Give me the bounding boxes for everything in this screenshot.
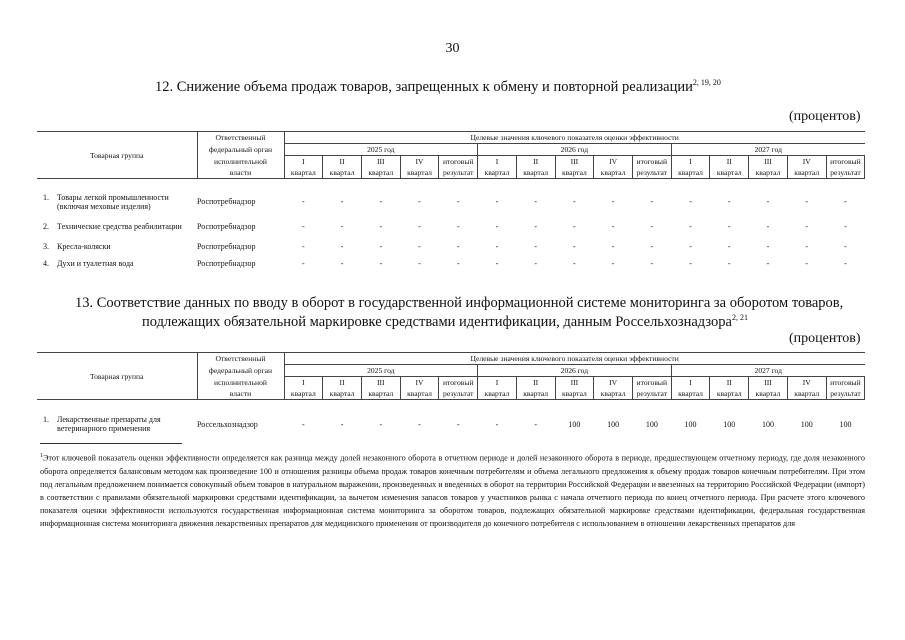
target-value: - bbox=[805, 197, 809, 206]
quarter-subheader: квартал bbox=[594, 167, 633, 179]
target-value: 100 bbox=[723, 419, 736, 429]
target-value: - bbox=[727, 222, 731, 231]
quarter-subheader: квартал bbox=[361, 167, 400, 179]
product-group-name: Технические средства реабилитации bbox=[57, 222, 182, 231]
table-row bbox=[37, 238, 865, 255]
quarter-subheader: квартал bbox=[787, 388, 826, 400]
target-value: - bbox=[495, 222, 499, 231]
target-value: - bbox=[379, 259, 383, 268]
target-value: - bbox=[573, 197, 576, 206]
target-value: - bbox=[844, 197, 847, 206]
quarter-header: I bbox=[284, 156, 323, 168]
quarter-header: III bbox=[749, 377, 788, 389]
target-value: - bbox=[766, 222, 770, 231]
target-value: - bbox=[340, 259, 344, 268]
quarter-subheader: квартал bbox=[710, 388, 749, 400]
responsible-authority: Роспотребнадзор bbox=[197, 242, 256, 251]
target-value: - bbox=[650, 222, 654, 231]
target-value: - bbox=[844, 259, 847, 268]
target-value: - bbox=[766, 242, 770, 251]
target-value: - bbox=[495, 197, 499, 206]
quarter-subheader: результат bbox=[826, 388, 865, 400]
section-13-footnote-refs: 2, 21 bbox=[731, 313, 748, 322]
quarter-header: итоговый bbox=[439, 377, 478, 389]
quarter-header: II bbox=[323, 156, 362, 168]
target-value: - bbox=[534, 242, 537, 251]
quarter-header: III bbox=[361, 156, 400, 168]
col-header-targets: Целевые значения ключевого показателя оценки эффективности bbox=[284, 353, 865, 365]
target-value: - bbox=[805, 259, 809, 268]
quarter-subheader: квартал bbox=[671, 388, 710, 400]
table-row bbox=[37, 188, 865, 215]
footnote-separator bbox=[40, 443, 182, 444]
quarter-subheader: результат bbox=[439, 388, 478, 400]
col-header-org-line1: Ответственный bbox=[197, 132, 284, 144]
target-value: 100 bbox=[761, 419, 774, 429]
target-value: - bbox=[379, 197, 383, 206]
quarter-header: III bbox=[555, 377, 594, 389]
target-value: - bbox=[418, 197, 421, 206]
year-header: 2025 год bbox=[284, 365, 478, 377]
responsible-authority: Россельхознадзор bbox=[197, 419, 258, 429]
target-value: - bbox=[534, 197, 537, 206]
section-12-title bbox=[155, 78, 721, 96]
quarter-subheader: квартал bbox=[323, 388, 362, 400]
target-value: - bbox=[302, 419, 305, 429]
target-value: 100 bbox=[645, 419, 658, 429]
quarter-header: I bbox=[671, 377, 710, 389]
quarter-subheader: квартал bbox=[594, 388, 633, 400]
target-value: - bbox=[611, 242, 615, 251]
product-group-name: Кресла-коляски bbox=[57, 242, 111, 251]
quarter-header: I bbox=[284, 377, 323, 389]
responsible-authority: Роспотребнадзор bbox=[197, 259, 256, 268]
target-value: - bbox=[844, 222, 847, 231]
quarter-header: IV bbox=[787, 377, 826, 389]
quarter-header: IV bbox=[594, 156, 633, 168]
col-header-org-line3: исполнительной bbox=[197, 377, 284, 389]
quarter-header: III bbox=[361, 377, 400, 389]
quarter-header: II bbox=[710, 156, 749, 168]
product-group-name: Духи и туалетная вода bbox=[57, 259, 134, 268]
responsible-authority: Роспотребнадзор bbox=[197, 222, 256, 231]
target-value: - bbox=[379, 242, 383, 251]
col-header-targets: Целевые значения ключевого показателя оценки эффективности bbox=[284, 132, 865, 144]
target-value: - bbox=[418, 259, 421, 268]
year-header: 2027 год bbox=[671, 144, 865, 156]
section-12-footnote-refs: 2, 19, 20 bbox=[692, 78, 721, 87]
target-value: - bbox=[650, 259, 654, 268]
quarter-header: IV bbox=[400, 377, 439, 389]
year-header: 2026 год bbox=[478, 144, 672, 156]
target-value: - bbox=[650, 242, 654, 251]
target-value: 100 bbox=[684, 419, 697, 429]
target-value: - bbox=[844, 242, 847, 251]
target-value: - bbox=[302, 259, 305, 268]
product-group-cell bbox=[37, 412, 197, 436]
quarter-subheader: результат bbox=[439, 167, 478, 179]
section-13-title-line2-text: подлежащих обязательной маркировке средствами идентификации, данным Россельхознадзора bbox=[142, 313, 732, 330]
target-value: - bbox=[650, 197, 654, 206]
quarter-header: II bbox=[323, 377, 362, 389]
col-header-group: Товарная группа bbox=[37, 132, 197, 179]
quarter-subheader: квартал bbox=[323, 167, 362, 179]
section-13-table bbox=[37, 352, 865, 436]
target-value: - bbox=[340, 419, 344, 429]
target-value: - bbox=[805, 222, 809, 231]
target-value: - bbox=[456, 419, 460, 429]
product-group-name: Товары легкой промышленности (включая меховые изделия) bbox=[57, 192, 169, 211]
quarter-subheader: квартал bbox=[749, 388, 788, 400]
target-value: - bbox=[573, 259, 576, 268]
target-value: - bbox=[766, 259, 770, 268]
target-value: - bbox=[418, 222, 421, 231]
target-value: - bbox=[418, 419, 421, 429]
target-value: - bbox=[727, 259, 731, 268]
target-value: - bbox=[727, 242, 731, 251]
product-group-cell bbox=[37, 238, 197, 255]
section-13-units: (процентов) bbox=[789, 331, 861, 346]
responsible-authority: Роспотребнадзор bbox=[197, 197, 256, 206]
quarter-header: II bbox=[710, 377, 749, 389]
quarter-header: II bbox=[516, 377, 555, 389]
target-value: - bbox=[379, 419, 383, 429]
col-header-org-line4: власти bbox=[197, 388, 284, 400]
target-value: - bbox=[689, 222, 692, 231]
quarter-header: I bbox=[478, 156, 517, 168]
quarter-header: II bbox=[516, 156, 555, 168]
table-row bbox=[37, 255, 865, 272]
col-header-org-line1: Ответственный bbox=[197, 353, 284, 365]
quarter-subheader: квартал bbox=[516, 167, 555, 179]
product-group-name: Лекарственные препараты для ветеринарного применения bbox=[57, 415, 161, 433]
target-value: - bbox=[689, 259, 692, 268]
footnote-text: Этот ключевой показатель оценки эффективности определяется как разница между долей незаконного оборота в отчетном периоде и долей незаконного оборота в периоде, предшествующем отчетному периоду, где доля незаконного оборота определяется балансовым методом как произведение 100 и отношения разницы объема продаж товаров конечным потребителям и объема легального предложения к объему продаж товаров конечным потребителям. При этом под легальным предложением понимается совокупный объем товаров в натуральном выражении, произведенных и введенных в оборот на территории Российской Федерации и ввезенных на территорию Российской Федерации (импорт) в соответствии с правилами обязательной маркировки средствами идентификации, за вычетом изменения запасов товаров у участников рынка с начала отчетного периода по конец отчетного периода. При расчете этого ключевого показателя оценки эффективности используются государственная информационная система мониторинга за оборотом товаров, подлежащих обязательной маркировке средствами идентификации, федеральная государственная информационная система мониторинга движения лекарственных препаратов для медицинского применения от производителя до конечного потребителя с использованием в отношении лекарственных препаратов для bbox=[40, 453, 865, 529]
quarter-header: итоговый bbox=[439, 156, 478, 168]
target-value: 100 bbox=[800, 419, 813, 429]
quarter-header: итоговый bbox=[826, 156, 865, 168]
product-group-cell bbox=[37, 215, 197, 238]
quarter-subheader: квартал bbox=[284, 388, 323, 400]
target-value: - bbox=[534, 222, 537, 231]
target-value: - bbox=[611, 259, 615, 268]
section-12-units: (процентов) bbox=[789, 109, 861, 124]
quarter-header: итоговый bbox=[826, 377, 865, 389]
quarter-subheader: квартал bbox=[787, 167, 826, 179]
row-number: 1. bbox=[43, 415, 49, 424]
target-value: - bbox=[611, 197, 615, 206]
target-value: 100 bbox=[607, 419, 620, 429]
table-row bbox=[37, 412, 865, 436]
product-group-cell bbox=[37, 188, 197, 215]
quarter-header: I bbox=[671, 156, 710, 168]
year-header: 2025 год bbox=[284, 144, 478, 156]
quarter-subheader: результат bbox=[632, 388, 671, 400]
quarter-header: I bbox=[478, 377, 517, 389]
target-value: - bbox=[340, 242, 344, 251]
row-number: 3. bbox=[43, 242, 49, 251]
quarter-subheader: квартал bbox=[478, 167, 517, 179]
target-value: - bbox=[340, 222, 344, 231]
target-value: - bbox=[534, 419, 537, 429]
target-value: - bbox=[495, 242, 499, 251]
year-header: 2027 год bbox=[671, 365, 865, 377]
target-value: - bbox=[456, 242, 460, 251]
quarter-subheader: квартал bbox=[361, 388, 400, 400]
quarter-subheader: квартал bbox=[516, 388, 555, 400]
target-value: - bbox=[573, 242, 576, 251]
quarter-header: итоговый bbox=[632, 156, 671, 168]
target-value: - bbox=[805, 242, 809, 251]
section-12-table bbox=[37, 131, 865, 272]
quarter-subheader: квартал bbox=[555, 388, 594, 400]
quarter-subheader: квартал bbox=[671, 167, 710, 179]
target-value: - bbox=[611, 222, 615, 231]
target-value: - bbox=[302, 222, 305, 231]
target-value: - bbox=[379, 222, 383, 231]
target-value: - bbox=[456, 259, 460, 268]
quarter-header: IV bbox=[400, 156, 439, 168]
target-value: - bbox=[302, 197, 305, 206]
target-value: - bbox=[766, 197, 770, 206]
quarter-header: III bbox=[749, 156, 788, 168]
col-header-org-line3: исполнительной bbox=[197, 156, 284, 168]
quarter-header: IV bbox=[787, 156, 826, 168]
quarter-subheader: результат bbox=[632, 167, 671, 179]
target-value: 100 bbox=[839, 419, 852, 429]
row-number: 2. bbox=[43, 222, 49, 231]
quarter-subheader: результат bbox=[826, 167, 865, 179]
quarter-subheader: квартал bbox=[710, 167, 749, 179]
target-value: - bbox=[302, 242, 305, 251]
target-value: - bbox=[456, 222, 460, 231]
page-number: 30 bbox=[445, 41, 460, 56]
quarter-header: IV bbox=[594, 377, 633, 389]
target-value: - bbox=[573, 222, 576, 231]
quarter-subheader: квартал bbox=[400, 388, 439, 400]
quarter-subheader: квартал bbox=[284, 167, 323, 179]
col-header-org-line2: федеральный орган bbox=[197, 144, 284, 156]
product-group-cell bbox=[37, 255, 197, 272]
target-value: - bbox=[727, 197, 731, 206]
quarter-subheader: квартал bbox=[749, 167, 788, 179]
col-header-org-line2: федеральный орган bbox=[197, 365, 284, 377]
target-value: - bbox=[340, 197, 344, 206]
target-value: - bbox=[534, 259, 537, 268]
target-value: - bbox=[495, 259, 499, 268]
row-number: 4. bbox=[43, 259, 49, 268]
footnote-mark: 1 bbox=[40, 453, 43, 459]
row-number: 1. bbox=[43, 192, 49, 202]
col-header-group: Товарная группа bbox=[37, 353, 197, 400]
quarter-header: итоговый bbox=[632, 377, 671, 389]
quarter-subheader: квартал bbox=[478, 388, 517, 400]
target-value: - bbox=[495, 419, 499, 429]
col-header-org-line4: власти bbox=[197, 167, 284, 179]
quarter-subheader: квартал bbox=[555, 167, 594, 179]
target-value: - bbox=[689, 242, 692, 251]
year-header: 2026 год bbox=[478, 365, 672, 377]
target-value: - bbox=[689, 197, 692, 206]
section-12-title-text: 12. Снижение объема продаж товаров, запрещенных к обмену и повторной реализации bbox=[155, 78, 693, 95]
section-13-title-line1: 13. Соответствие данных по вводу в оборот в государственной информационной системе мониторинга за оборотом товаров, bbox=[75, 295, 844, 311]
quarter-subheader: квартал bbox=[400, 167, 439, 179]
target-value: - bbox=[456, 197, 460, 206]
section-13-title-line2 bbox=[142, 313, 748, 331]
table-row bbox=[37, 215, 865, 238]
footnote bbox=[40, 450, 865, 530]
target-value: 100 bbox=[568, 419, 581, 429]
target-value: - bbox=[418, 242, 421, 251]
quarter-header: III bbox=[555, 156, 594, 168]
